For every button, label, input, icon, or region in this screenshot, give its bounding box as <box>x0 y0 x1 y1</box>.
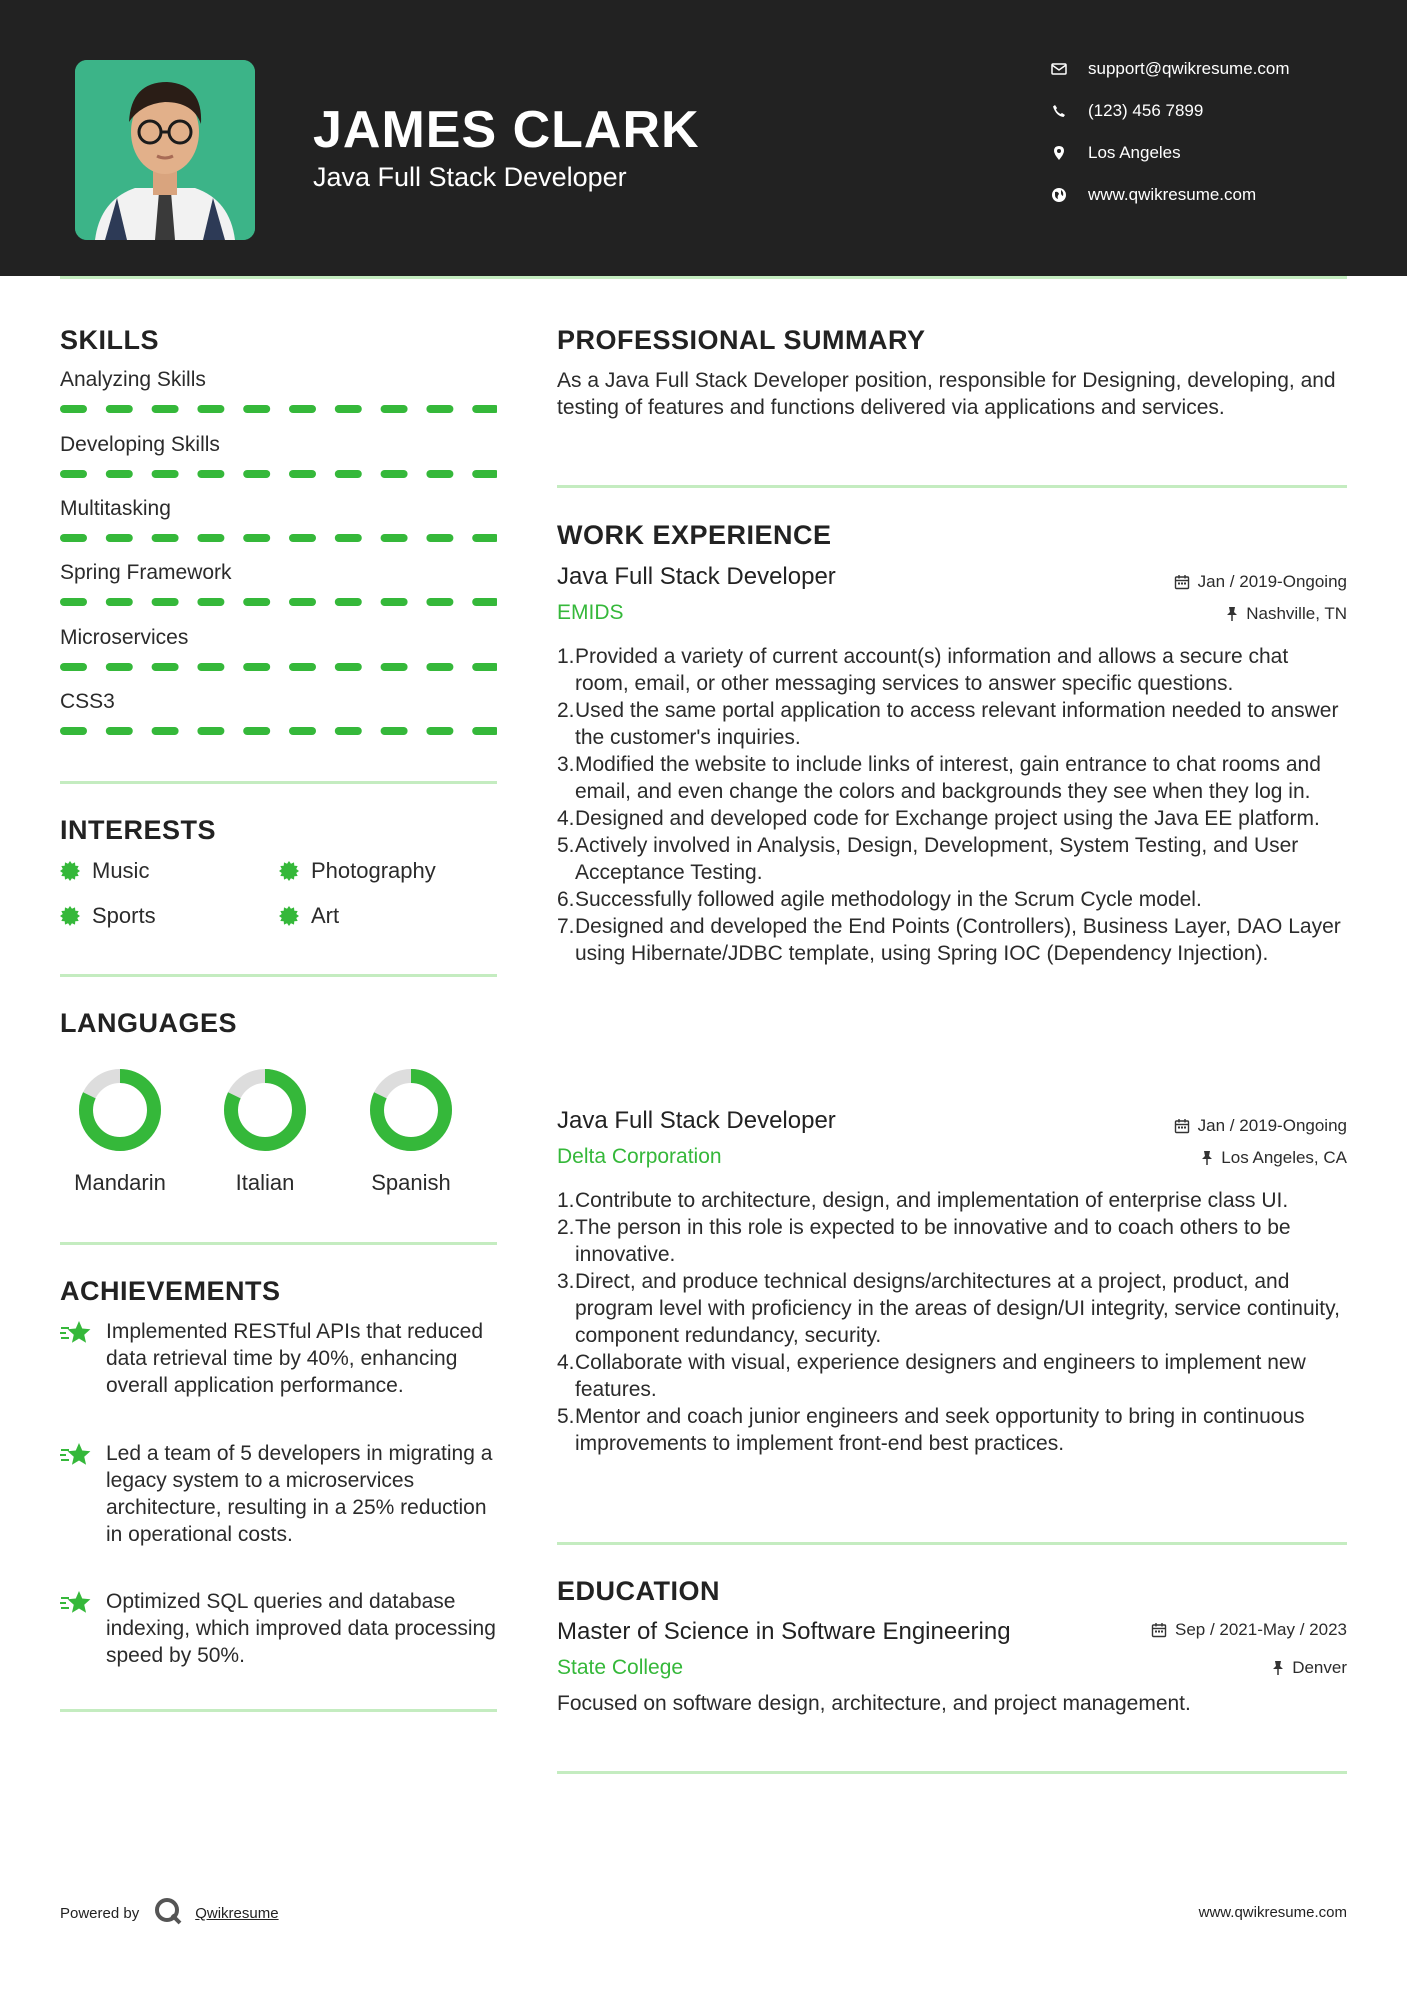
interest-label: Photography <box>311 858 436 883</box>
duty-text: Actively involved in Analysis, Design, Development, System Testing, and User Acceptance Testing. <box>575 834 1299 884</box>
job-dates <box>1174 572 1347 592</box>
skill-level-segment <box>243 534 270 542</box>
education-dates-text: Sep / 2021-May / 2023 <box>1174 1620 1347 1639</box>
job-location <box>1226 604 1347 624</box>
badge-icon <box>60 906 80 926</box>
skill-level-segment <box>289 534 316 542</box>
interest-label: Music <box>92 858 150 883</box>
skill-level-segment <box>106 470 133 478</box>
skill-level-segment <box>243 405 270 413</box>
skill-level-segment <box>426 470 453 478</box>
achievement-item <box>60 1588 500 1669</box>
skill-level-segment <box>381 470 408 478</box>
brand-link[interactable]: Qwikresume <box>195 1905 279 1922</box>
skill-level-segment <box>197 405 224 413</box>
job-dates-text: Jan / 2019-Ongoing <box>1197 1116 1347 1135</box>
language-name: Italian <box>235 1170 295 1195</box>
candidate-role: Java Full Stack Developer <box>313 162 627 192</box>
interest-label: Sports <box>92 903 156 928</box>
skill-level-segment <box>426 598 453 606</box>
interests-heading: INTERESTS <box>60 815 217 845</box>
skill-level-segment <box>106 405 133 413</box>
duty-text: The person in this role is expected to be innovative and to coach others to be innovative. <box>575 1216 1291 1266</box>
skill-level-bar <box>60 470 497 478</box>
skill-level-segment <box>197 534 224 542</box>
skill-level-segment <box>289 663 316 671</box>
skill-level-segment <box>472 470 497 478</box>
job-dates <box>1174 1116 1347 1136</box>
skill-level-segment <box>152 663 179 671</box>
skill-level-segment <box>335 663 362 671</box>
duty-item: 4. Designed and developed code for Exchange project using the Java EE platform. <box>557 807 1320 830</box>
candidate-name: JAMES CLARK <box>313 101 700 159</box>
job-dates-text: Jan / 2019-Ongoing <box>1197 572 1347 591</box>
calendar-icon <box>1174 1118 1190 1134</box>
job-company: Delta Corporation <box>557 1145 722 1168</box>
globe-icon <box>1050 186 1068 204</box>
school-name: State College <box>557 1656 684 1679</box>
footer-powered-by <box>60 1896 279 1931</box>
skill-level-segment <box>152 470 179 478</box>
job-location-text: Los Angeles, CA <box>1221 1148 1347 1167</box>
language-level-ring <box>367 1066 455 1154</box>
languages-divider <box>60 1242 497 1245</box>
duty-item: 2. Used the same portal application to access relevant information needed to answer the customer's inquiries. <box>557 697 1347 751</box>
duty-item: 4. Collaborate with visual, experience designers and engineers to implement new features. <box>557 1349 1347 1403</box>
duty-item: 5. Mentor and coach junior engineers and seek opportunity to bring in continuous improvements to implement front-end best practices. <box>557 1403 1347 1457</box>
skill-level-segment <box>381 598 408 606</box>
skill-level-segment <box>106 534 133 542</box>
skill-level-segment <box>197 470 224 478</box>
skill-name: Analyzing Skills <box>60 368 206 391</box>
skill-level-segment <box>289 727 316 735</box>
achievements-heading: ACHIEVEMENTS <box>60 1276 281 1306</box>
duty-text: Contribute to architecture, design, and implementation of enterprise class UI. <box>575 1189 1289 1212</box>
language-level-ring <box>76 1066 164 1154</box>
header-divider <box>60 276 1347 279</box>
duty-text: Provided a variety of current account(s) information and allows a secure chat room, email, or other messaging services to answer specific questions. <box>575 645 1289 695</box>
badge-icon <box>60 861 80 881</box>
language-name: Spanish <box>371 1170 451 1195</box>
skill-level-segment <box>335 534 362 542</box>
skill-level-segment <box>197 598 224 606</box>
job-company: EMIDS <box>557 601 624 624</box>
star-icon <box>60 1320 92 1346</box>
language-level-ring <box>221 1066 309 1154</box>
skill-name: Spring Framework <box>60 561 232 584</box>
contact-website[interactable] <box>1050 180 1380 210</box>
skill-level-segment <box>106 598 133 606</box>
interest-item <box>60 858 149 884</box>
duty-text: Designed and developed the End Points (Controllers), Business Layer, DAO Layer using Hibernate/JDBC template, using Spring IOC (Dependency Injection). <box>575 915 1341 965</box>
contact-email[interactable] <box>1050 54 1380 84</box>
skills-divider <box>60 781 497 784</box>
duty-item: 1. Provided a variety of current account(s) information and allows a secure chat room, email, or other messaging services to answer specific questions. <box>557 643 1347 697</box>
skill-level-segment <box>472 534 497 542</box>
language-name: Mandarin <box>74 1170 166 1195</box>
duty-item: 1. Contribute to architecture, design, and implementation of enterprise class UI. <box>557 1189 1289 1212</box>
skill-level-segment <box>472 598 497 606</box>
calendar-icon <box>1151 1622 1167 1638</box>
skill-level-segment <box>243 727 270 735</box>
skill-level-segment <box>60 470 87 478</box>
skill-level-segment <box>152 727 179 735</box>
powered-by-label: Powered by <box>60 1905 140 1922</box>
phone-icon <box>1050 102 1068 120</box>
pushpin-icon <box>1226 606 1238 622</box>
skill-level-segment <box>60 405 87 413</box>
duty-item: 3. Direct, and produce technical designs/architectures at a project, product, and program level with proficiency in the areas of design/UI integrity, service continuity, component redundancy, security. <box>557 1268 1347 1349</box>
skill-name: CSS3 <box>60 690 115 713</box>
skill-level-segment <box>243 598 270 606</box>
duty-text: Collaborate with visual, experience designers and engineers to implement new features. <box>575 1351 1306 1401</box>
star-icon <box>60 1442 92 1468</box>
qwikresume-logo-icon <box>153 1896 183 1931</box>
achievement-text: Implemented RESTful APIs that reduced data retrieval time by 40%, enhancing overall application performance. <box>106 1320 484 1397</box>
interest-item <box>279 903 339 929</box>
skill-level-segment <box>289 470 316 478</box>
skill-level-segment <box>335 470 362 478</box>
skill-level-segment <box>60 727 87 735</box>
duty-text: Direct, and produce technical designs/architectures at a project, product, and program level with proficiency in the areas of design/UI integrity, service continuity, component redundancy, security. <box>575 1270 1340 1347</box>
skill-name: Microservices <box>60 626 189 649</box>
achievement-text: Optimized SQL queries and database indexing, which improved data processing speed by 50%. <box>106 1590 496 1667</box>
summary-text: As a Java Full Stack Developer position, responsible for Designing, developing, and testing of features and functions delivered via applications and services. <box>557 369 1336 419</box>
duty-text: Used the same portal application to access relevant information needed to answer the customer's inquiries. <box>575 699 1339 749</box>
education-location-text: Denver <box>1292 1658 1347 1677</box>
achievement-item <box>60 1318 500 1399</box>
skill-level-segment <box>197 727 224 735</box>
skill-level-segment <box>472 405 497 413</box>
interest-item <box>60 903 156 929</box>
skill-level-segment <box>426 663 453 671</box>
skill-level-segment <box>60 598 87 606</box>
skill-level-segment <box>152 598 179 606</box>
skill-level-segment <box>60 534 87 542</box>
education-description: Focused on software design, architecture, and project management. <box>557 1692 1191 1715</box>
skill-level-segment <box>381 663 408 671</box>
job-location <box>1201 1148 1347 1168</box>
duty-item: 2. The person in this role is expected to be innovative and to coach others to be innovative. <box>557 1214 1347 1268</box>
degree-title: Master of Science in Software Engineering <box>557 1618 1011 1645</box>
footer-website[interactable]: www.qwikresume.com <box>1198 1904 1347 1921</box>
contact-phone-text: (123) 456 7899 <box>1088 101 1204 120</box>
skill-level-segment <box>472 727 497 735</box>
contact-email-text: support@qwikresume.com <box>1088 59 1290 78</box>
badge-icon <box>279 906 299 926</box>
summary-heading: PROFESSIONAL SUMMARY <box>557 325 926 355</box>
skill-level-segment <box>152 534 179 542</box>
duty-item: 5. Actively involved in Analysis, Design, Development, System Testing, and User Acceptance Testing. <box>557 832 1347 886</box>
interest-label: Art <box>311 903 340 928</box>
skill-level-segment <box>60 663 87 671</box>
duty-text: Successfully followed agile methodology in the Scrum Cycle model. <box>575 888 1202 911</box>
skill-level-bar <box>60 727 497 735</box>
skill-level-segment <box>197 663 224 671</box>
skill-level-segment <box>426 534 453 542</box>
language-item <box>351 1066 471 1196</box>
skill-level-segment <box>381 727 408 735</box>
profile-photo <box>75 60 255 240</box>
skill-level-bar <box>60 598 497 606</box>
contact-website-text: www.qwikresume.com <box>1088 185 1257 204</box>
skill-level-segment <box>152 405 179 413</box>
skill-level-segment <box>381 534 408 542</box>
skill-level-bar <box>60 534 497 542</box>
skill-level-segment <box>381 405 408 413</box>
skill-level-segment <box>426 405 453 413</box>
duty-text: Mentor and coach junior engineers and seek opportunity to bring in continuous improvements to implement front-end best practices. <box>575 1405 1305 1455</box>
envelope-icon <box>1050 60 1068 78</box>
summary-divider <box>557 485 1347 488</box>
achievements-divider <box>60 1709 497 1712</box>
skill-level-segment <box>243 663 270 671</box>
job-duties-list <box>557 643 1347 967</box>
job-location-text: Nashville, TN <box>1246 604 1347 623</box>
skill-level-segment <box>289 598 316 606</box>
pushpin-icon <box>1272 1660 1284 1676</box>
calendar-icon <box>1174 574 1190 590</box>
skill-name: Multitasking <box>60 497 171 520</box>
contact-location-text: Los Angeles <box>1088 143 1181 162</box>
education-dates <box>1151 1620 1347 1640</box>
duty-item: 6. Successfully followed agile methodology in the Scrum Cycle model. <box>557 888 1202 911</box>
education-heading: EDUCATION <box>557 1576 720 1606</box>
interest-item <box>279 858 436 884</box>
pushpin-icon <box>1201 1150 1213 1166</box>
achievement-item <box>60 1440 500 1548</box>
duty-item: 3. Modified the website to include links of interest, gain entrance to chat rooms and email, and even change the colors and backgrounds they see when they log in. <box>557 751 1347 805</box>
languages-heading: LANGUAGES <box>60 1008 238 1038</box>
skill-level-segment <box>335 727 362 735</box>
duty-item: 7. Designed and developed the End Points (Controllers), Business Layer, DAO Layer using Hibernate/JDBC template, using Spring IOC (Dependency Injection). <box>557 913 1347 967</box>
education-location <box>1272 1658 1347 1678</box>
education-divider <box>557 1771 1347 1774</box>
badge-icon <box>279 861 299 881</box>
job-title: Java Full Stack Developer <box>557 1107 836 1134</box>
skill-level-segment <box>335 405 362 413</box>
star-icon <box>60 1590 92 1616</box>
location-pin-icon <box>1050 144 1068 162</box>
duty-text: Designed and developed code for Exchange project using the Java EE platform. <box>575 807 1320 830</box>
skills-heading: SKILLS <box>60 325 160 355</box>
job-duties-list <box>557 1187 1347 1457</box>
experience-divider <box>557 1542 1347 1545</box>
skill-level-segment <box>426 727 453 735</box>
job-title: Java Full Stack Developer <box>557 563 836 590</box>
language-item <box>60 1066 180 1196</box>
duty-text: Modified the website to include links of interest, gain entrance to chat rooms and email, and even change the colors and backgrounds they see when they log in. <box>575 753 1321 803</box>
experience-heading: WORK EXPERIENCE <box>557 520 832 550</box>
achievement-text: Led a team of 5 developers in migrating a legacy system to a microservices architecture, resulting in a 25% reduction in operational costs. <box>106 1442 493 1546</box>
skill-level-bar <box>60 663 497 671</box>
skill-level-segment <box>106 663 133 671</box>
interests-divider <box>60 974 497 977</box>
language-item <box>205 1066 325 1196</box>
skill-level-segment <box>335 598 362 606</box>
skill-level-segment <box>243 470 270 478</box>
contact-phone[interactable] <box>1050 96 1380 126</box>
contact-location <box>1050 138 1380 168</box>
skill-level-segment <box>106 727 133 735</box>
skill-name: Developing Skills <box>60 433 220 456</box>
skill-level-segment <box>472 663 497 671</box>
skill-level-bar <box>60 405 497 413</box>
skill-level-segment <box>289 405 316 413</box>
